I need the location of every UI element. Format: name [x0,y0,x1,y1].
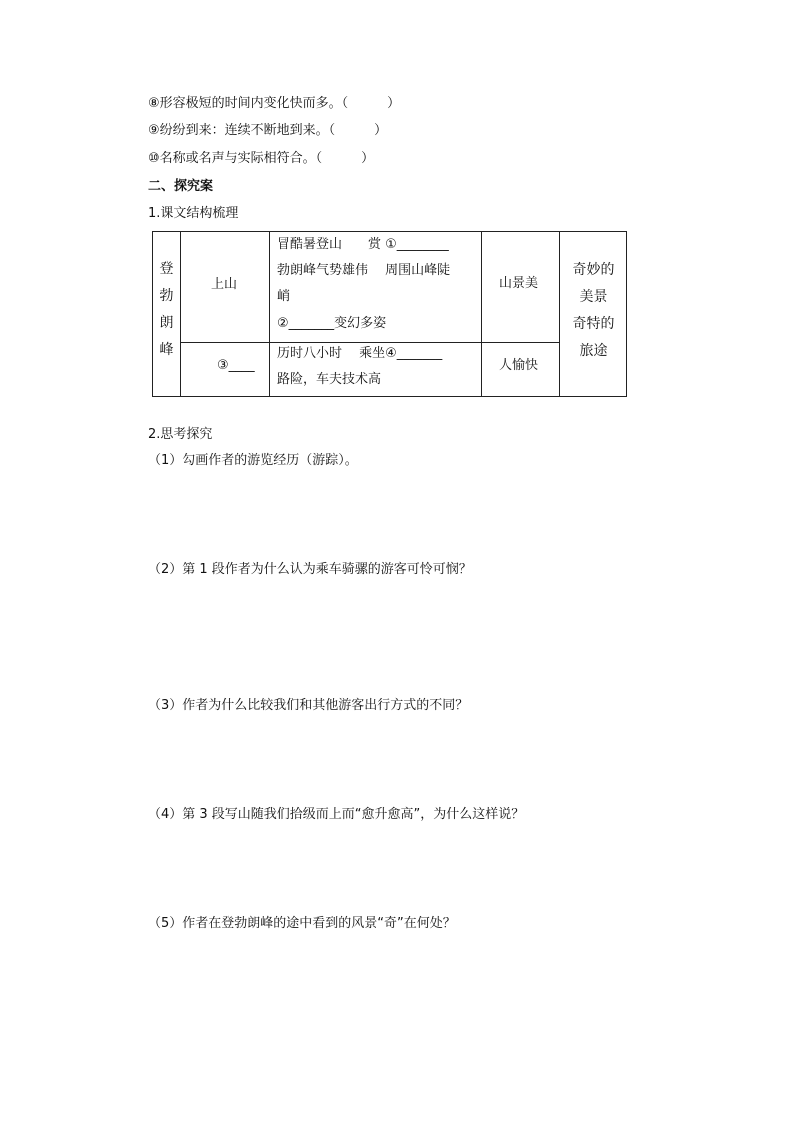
summary-line: 美景 [579,289,608,305]
up-content-line: 峭 [277,289,291,304]
up-content-line: 勃朗峰气势雄伟 周围山峰陡 [277,263,451,278]
question: （3）作者为什么比较我们和其他游客出行方式的不同？ [148,698,469,713]
section-title: 二、探究案 [148,179,214,194]
result-up: 山景美 [499,276,539,291]
stage-down: ③____ [217,358,255,373]
question: （5）作者在登勃朗峰的途中看到的风景“奇”在何处？ [148,916,456,931]
structure-table [152,231,627,397]
up-content-line: 冒酷暑登山 赏 ①________ [277,237,449,252]
thinking-heading: 2.思考探究 [148,427,213,442]
question: （4）第 3 段写山随我们拾级而上而“愈升愈高”，为什么这样说？ [148,807,525,822]
vocab-item: ⑧形容极短的时间内变化快而多。（ ） [148,96,401,111]
summary-line: 奇特的 [572,316,615,332]
question: （1）勾画作者的游览经历（游踪）。 [148,453,358,468]
down-content-line: 路险，车夫技术高 [277,372,382,387]
question: （2）第 1 段作者为什么认为乘车骑骡的游客可怜可悯？ [148,562,472,577]
row-label-char: 峰 [159,342,174,358]
row-label-char: 勃 [159,288,174,304]
row-label [153,256,180,364]
vocab-item: ⑩名称或名声与实际相符合。（ ） [148,151,375,166]
summary-line: 旅途 [579,343,608,359]
stage-up: 上山 [211,277,238,292]
table-heading: 1.课文结构梳理 [148,206,239,221]
summary-line: 奇妙的 [572,262,615,278]
down-content-line: 历时八小时 乘坐④_______ [277,346,443,361]
row-label-char: 登 [159,261,174,277]
result-down: 人愉快 [499,358,539,373]
up-content-line: ②_______变幻多姿 [277,316,387,331]
summary [560,257,627,365]
vocab-item: ⑨纷纷到来：连续不断地到来。（ ） [148,123,388,138]
row-label-char: 朗 [159,315,174,331]
